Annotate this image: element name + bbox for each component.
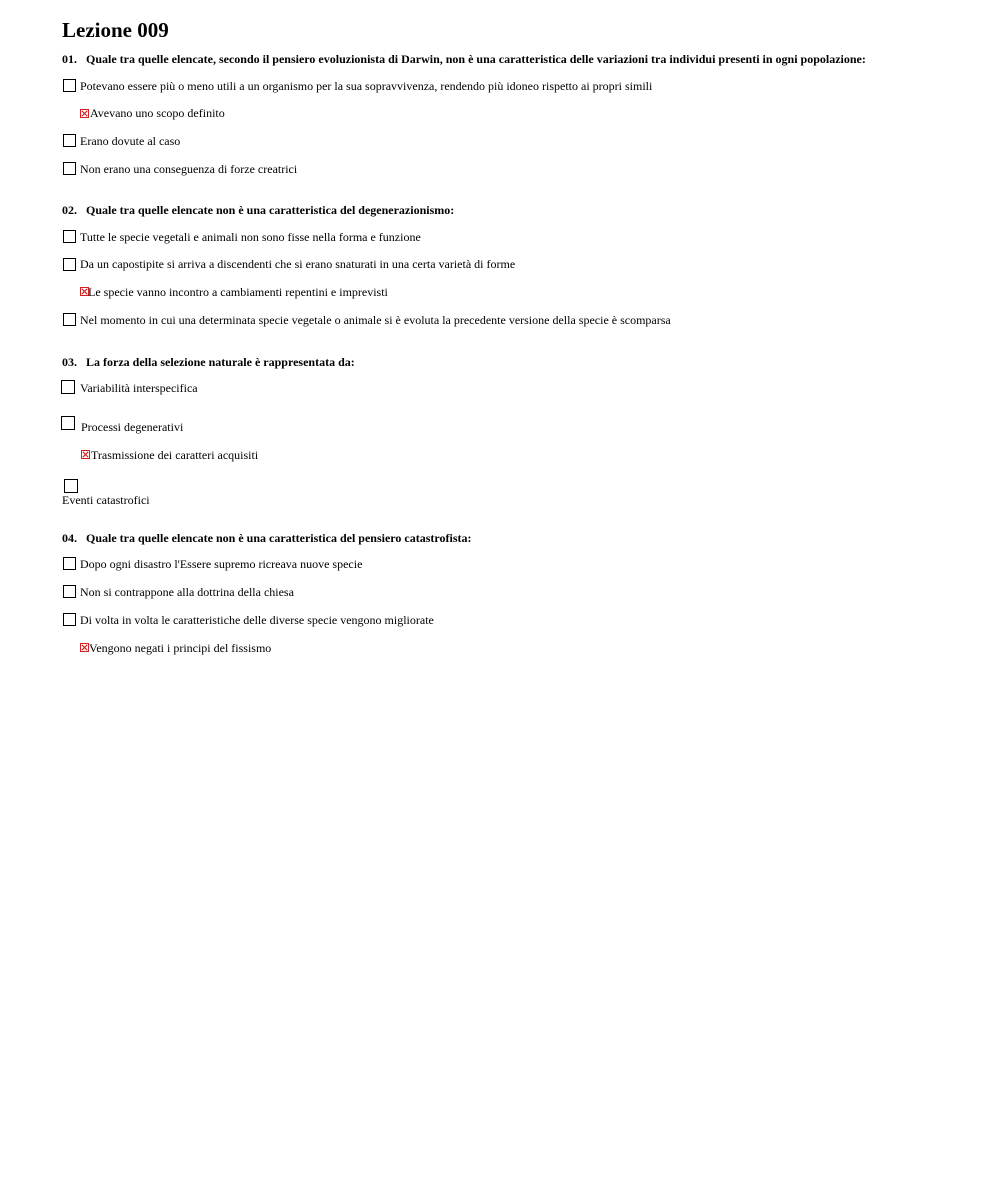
question-number: 03. [62, 355, 77, 369]
checkbox-q04-a[interactable] [63, 557, 76, 570]
option-text-q02-a: Tutte le specie vegetali e animali non sono fisse nella forma e funzione [80, 230, 421, 244]
question-text: Quale tra quelle elencate, secondo il pensiero evoluzionista di Darwin, non è una caratteristica delle variazioni tra individui presenti in ogni popolazione: [86, 52, 866, 66]
question-number: 04. [62, 531, 77, 545]
x-mark-icon [82, 451, 89, 458]
checkbox-q04-c[interactable] [63, 613, 76, 626]
option-text-q01-a: Potevano essere più o meno utili a un organismo per la sua sopravvivenza, rendendo più idoneo rispetto ai propri simili [80, 79, 653, 93]
checkbox-q04-b[interactable] [63, 585, 76, 598]
checkbox-q01-a[interactable] [63, 79, 76, 92]
option-text-q03-a: Variabilità interspecifica [80, 381, 198, 395]
option-text-q02-c: Le specie vanno incontro a cambiamenti repentini e imprevisti [88, 285, 388, 299]
checkbox-q03-b[interactable] [61, 416, 75, 430]
x-mark-icon [81, 110, 88, 117]
option-text-q01-b: Avevano uno scopo definito [90, 106, 225, 120]
question-01 [62, 51, 866, 67]
checkbox-checked-q01-b[interactable] [80, 109, 89, 118]
checkbox-q01-d[interactable] [63, 162, 76, 175]
question-text: La forza della selezione naturale è rappresentata da: [86, 355, 355, 369]
question-04 [62, 530, 471, 546]
option-text-q03-c: Trasmissione dei caratteri acquisiti [91, 448, 259, 462]
question-text: Quale tra quelle elencate non è una caratteristica del pensiero catastrofista: [86, 531, 472, 545]
checkbox-checked-q03-c[interactable] [81, 450, 90, 459]
option-text-q03-d: Eventi catastrofici [62, 493, 150, 507]
option-text-q03-b: Processi degenerativi [81, 420, 184, 434]
checkbox-checked-q04-d[interactable] [80, 643, 89, 652]
option-text-q02-d: Nel momento in cui una determinata specie vegetale o animale si è evoluta la precedente versione della specie è scomparsa [80, 313, 671, 327]
x-mark-icon [81, 288, 88, 295]
option-text-q04-c: Di volta in volta le caratteristiche delle diverse specie vengono migliorate [80, 613, 434, 627]
checkbox-q03-d[interactable] [64, 479, 78, 493]
checkbox-q02-b[interactable] [63, 258, 76, 271]
question-number: 01. [62, 52, 77, 66]
page-title: Lezione 009 [62, 18, 169, 42]
checkbox-q02-a[interactable] [63, 230, 76, 243]
question-02 [62, 202, 454, 218]
checkbox-q01-c[interactable] [63, 134, 76, 147]
option-text-q01-d: Non erano una conseguenza di forze creatrici [80, 162, 298, 176]
option-text-q04-d: Vengono negati i principi del fissismo [89, 641, 272, 655]
option-text-q04-a: Dopo ogni disastro l'Essere supremo ricreava nuove specie [80, 557, 363, 571]
option-text-q02-b: Da un capostipite si arriva a discendenti che si erano snaturati in una certa varietà di forme [80, 257, 516, 271]
checkbox-q02-d[interactable] [63, 313, 76, 326]
question-text: Quale tra quelle elencate non è una caratteristica del degenerazionismo: [86, 203, 455, 217]
option-text-q01-c: Erano dovute al caso [80, 134, 181, 148]
question-number: 02. [62, 203, 77, 217]
checkbox-q03-a[interactable] [61, 380, 75, 394]
x-mark-icon [81, 644, 88, 651]
option-text-q04-b: Non si contrappone alla dottrina della chiesa [80, 585, 294, 599]
question-03 [62, 354, 355, 370]
